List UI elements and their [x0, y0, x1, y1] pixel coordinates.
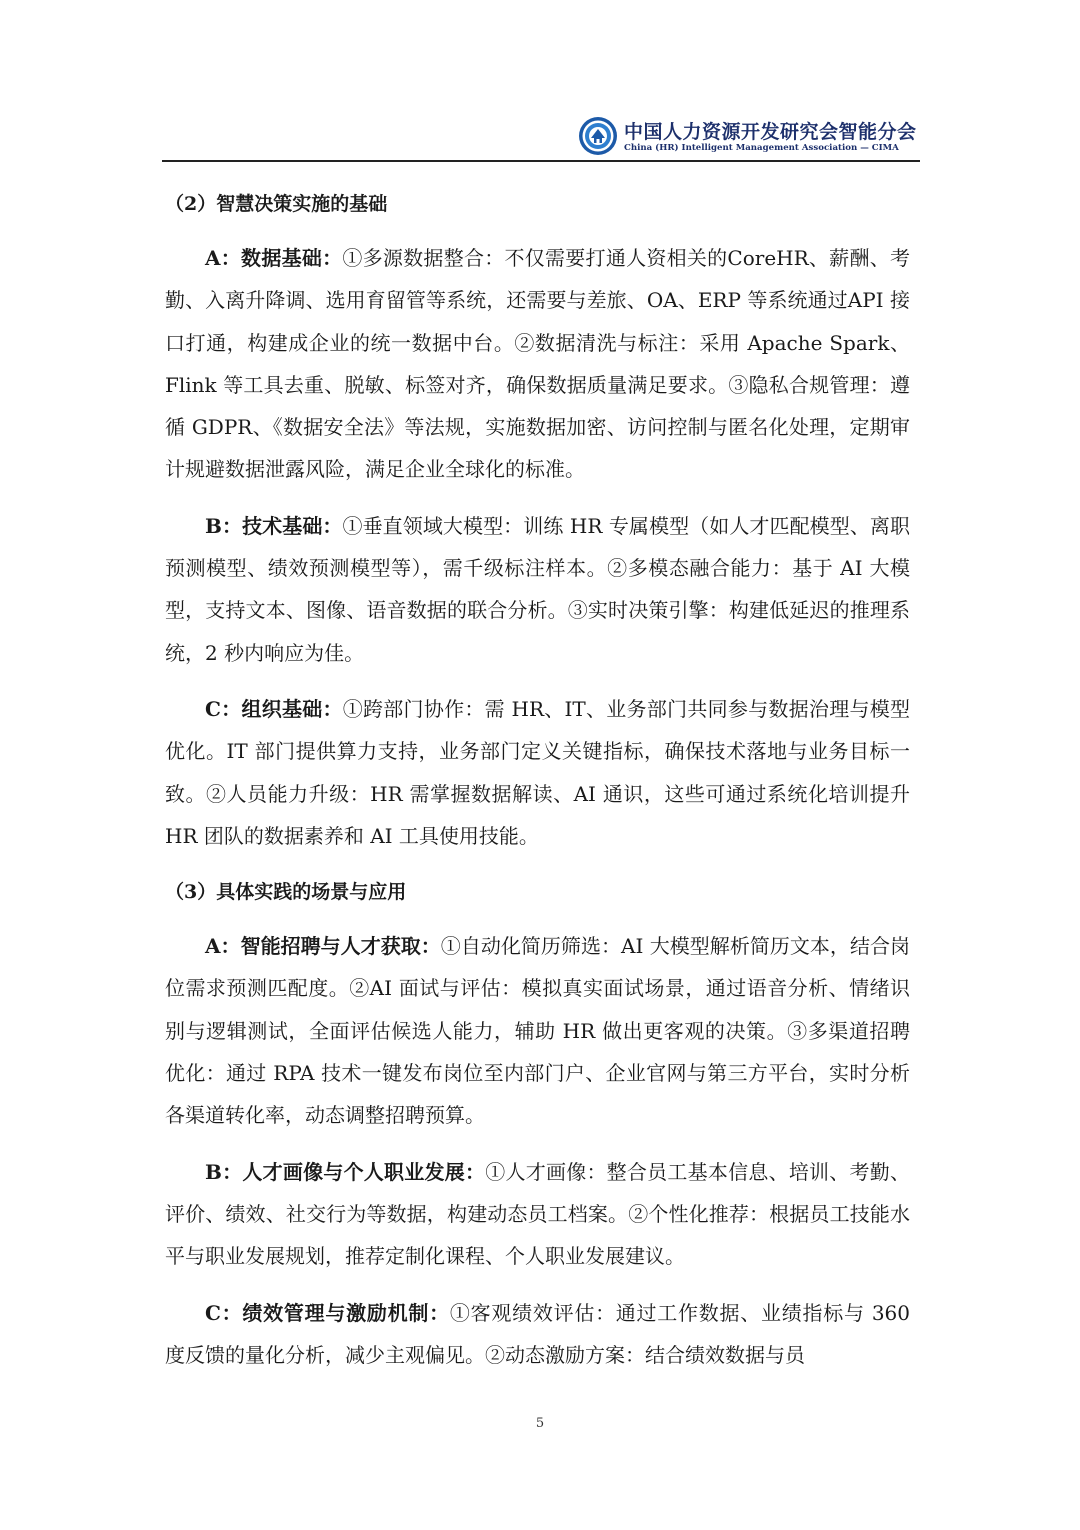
cima-logo-icon [578, 116, 618, 156]
paragraph [165, 1151, 910, 1278]
paragraph-label: C：组织基础： [205, 696, 343, 721]
header-divider [162, 160, 920, 162]
paragraph-text: ①跨部门协作：需 HR、IT、业务部门共同参与数据治理与模型优化。IT 部门提供算力支持，业务部门定义关键指标，确保技术落地与业务目标一致。②人员能力升级：HR 需掌握数据解读、AI 通识，这些可通过系统化培训提升 HR 团队的数据素养和 AI 工具使用技能。 [165, 696, 910, 848]
section-title: （3）具体实践的场景与应用 [165, 881, 407, 904]
paragraph [165, 237, 910, 491]
paragraph-text: ①自动化简历筛选：AI 大模型解析简历文本，结合岗位需求预测匹配度。②AI 面试与评估：模拟真实面试场景，通过语音分析、情绪识别与逻辑测试，全面评估候选人能力，辅助 HR 做出更客观的决策。③多渠道招聘优化：通过 RPA 技术一键发布岗位至内部门户、企业官网与第三方平台，实时分析各渠道转化率，动态调整招聘预算。 [165, 934, 910, 1128]
paragraph-text: ①客观绩效评估：通过工作数据、业绩指标与 360 度反馈的量化分析，减少主观偏见。②动态激励方案：结合绩效数据与员 [165, 1300, 911, 1367]
paragraph-label: C：绩效管理与激励机制： [205, 1300, 450, 1325]
paragraph [165, 505, 910, 674]
document-body [165, 183, 910, 1390]
paragraph-text: ①人才画像：整合员工基本信息、培训、考勤、评价、绩效、社交行为等数据，构建动态员工档案。②个性化推荐：根据员工技能水平与职业发展规划，推荐定制化课程、个人职业发展建议。 [165, 1159, 911, 1269]
org-name-en: China (HR) Intelligent Management Association — CIMA [624, 143, 899, 153]
page-header [578, 116, 920, 160]
section-title: （2）智慧决策实施的基础 [165, 193, 388, 215]
paragraph-label: A：智能招聘与人才获取： [205, 934, 441, 959]
org-name-cn: 中国人力资源开发研究会智能分会 [624, 121, 917, 143]
paragraph-text: ①多源数据整合：不仅需要打通人资相关的CoreHR、薪酬、考勤、入离升降调、选用育留管等系统，还需要与差旅、OA、ERP 等系统通过API 接口打通，构建成企业的统一数据中台。②数据清洗与标注：采用 Apache Spark、Flink 等工具去重、脱敏、标签对齐，确保数据质量满足要求。③隐私合规管理：遵循 GDPR、《数据安全法》等法规，实施数据加密、访问控制与匿名化处理，定期审计规避数据泄露风险，满足企业全球化的标准。 [165, 246, 910, 482]
paragraph-label: A：数据基础： [205, 246, 343, 270]
paragraph-label: B：人才画像与个人职业发展： [205, 1159, 486, 1184]
paragraph [165, 925, 910, 1136]
paragraph-label: B：技术基础： [205, 513, 343, 538]
page-number: 5 [535, 1416, 545, 1431]
paragraph [165, 1292, 910, 1377]
paragraph-text: ①垂直领域大模型：训练 HR 专属模型（如人才匹配模型、离职预测模型、绩效预测模型等），需千级标注样本。②多模态融合能力：基于 AI 大模型，支持文本、图像、语音数据的联合分析。③实时决策引擎：构建低延迟的推理系统，2 秒内响应为佳。 [165, 513, 910, 665]
paragraph [165, 688, 910, 857]
